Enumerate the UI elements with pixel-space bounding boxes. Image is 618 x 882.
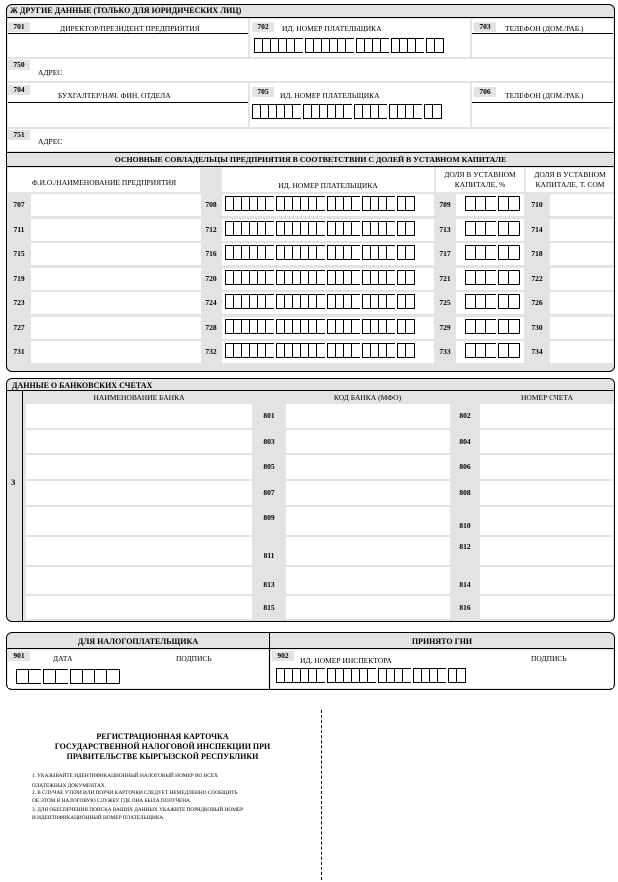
- bank-code-num: 807: [254, 488, 284, 498]
- bank-code-input[interactable]: [286, 455, 450, 479]
- accepted-title: ПРИНЯТО ГНИ: [411, 637, 473, 646]
- field-750-number: 750: [8, 60, 30, 70]
- card-title-2: ГОСУДАРСТВЕННОЙ НАЛОГОВОЙ ИНСПЕКЦИИ ПРИ: [54, 742, 271, 751]
- bank-name-input[interactable]: [26, 537, 252, 565]
- account-num: 816: [452, 603, 478, 613]
- account-num: 804: [452, 437, 478, 447]
- owner-row-num-a: 715: [8, 249, 30, 259]
- bank-name-input[interactable]: [26, 596, 252, 619]
- inspector-signature[interactable]: [500, 664, 612, 686]
- owner-row-num-a: 707: [8, 200, 30, 210]
- address-label-751: АДРЕС: [38, 137, 63, 146]
- card-title-3: ПРАВИТЕЛЬСТВЕ КЫРГЫЗСКОЙ РЕСПУБЛИКИ: [66, 752, 259, 761]
- owner-row-num-c: 725: [435, 298, 455, 308]
- field-902-number: 902: [272, 651, 294, 661]
- owner-share-som-input[interactable]: [550, 243, 613, 265]
- bank-code-num: 813: [254, 580, 284, 590]
- director-label: ДИРЕКТОР/ПРЕЗИДЕНТ ПРЕДПРИЯТИЯ: [60, 24, 200, 33]
- bank-section-letter: З: [11, 478, 16, 487]
- bank-code-input[interactable]: [286, 507, 450, 535]
- field-701-number: 701: [8, 22, 30, 32]
- director-input[interactable]: [8, 33, 248, 57]
- field-751-number: 751: [8, 130, 30, 140]
- phone-input-703[interactable]: [472, 33, 613, 57]
- owner-row-num-d: 718: [526, 249, 548, 259]
- owner-name-input[interactable]: [31, 317, 201, 339]
- bank-name-input[interactable]: [26, 481, 252, 505]
- bank-code-num: 815: [254, 603, 284, 613]
- account-input[interactable]: [480, 430, 613, 453]
- owners-col-share-som: ДОЛЯ В УСТАВНОМ КАПИТАЛЕ, Т. СОМ: [534, 170, 606, 189]
- account-num: 814: [452, 580, 478, 590]
- taxpayer-signature[interactable]: [140, 664, 266, 686]
- owner-row-num-d: 730: [526, 323, 548, 333]
- inspector-inn-input[interactable]: [276, 668, 466, 683]
- owner-share-pct-input[interactable]: [465, 245, 520, 260]
- owner-share-som-input[interactable]: [550, 317, 613, 339]
- field-704-number: 704: [8, 85, 30, 95]
- owner-row-num-d: 734: [526, 347, 548, 357]
- address-input-750[interactable]: [8, 59, 613, 81]
- owners-col-share-pct: ДОЛЯ В УСТАВНОМ КАПИТАЛЕ, %: [444, 170, 516, 189]
- bank-code-num: 801: [254, 411, 284, 421]
- date-label: ДАТА: [53, 654, 73, 663]
- inn-label-702: ИД. НОМЕР ПЛАТЕЛЬЩИКА: [282, 24, 382, 33]
- account-input[interactable]: [480, 455, 613, 479]
- owner-share-som-input[interactable]: [550, 268, 613, 290]
- account-num: 802: [452, 411, 478, 421]
- field-702-number: 702: [252, 22, 274, 32]
- bank-name-input[interactable]: [26, 404, 252, 428]
- note-2a: 2. В СЛУЧАЕ УТЕРИ ИЛИ ПОРЧИ КАРТОЧКИ СЛЕДУЕТ НЕМЕДЛЕННО СООБЩИТЬ: [32, 790, 238, 796]
- bank-code-num: 811: [254, 551, 284, 561]
- bank-name-input[interactable]: [26, 455, 252, 479]
- account-input[interactable]: [480, 507, 613, 535]
- owner-row-num-b: 712: [201, 225, 221, 235]
- phone-label-703: ТЕЛЕФОН (ДОМ./РАБ.): [505, 24, 584, 33]
- phone-input-706[interactable]: [472, 102, 613, 127]
- account-num: 810: [452, 521, 478, 531]
- owner-row-num-b: 720: [201, 274, 221, 284]
- owner-share-pct-input[interactable]: [465, 294, 520, 309]
- phone-label-706: ТЕЛЕФОН (ДОМ./РАБ.): [505, 91, 584, 100]
- owner-row-num-d: 722: [526, 274, 548, 284]
- taxpayer-title: ДЛЯ НАЛОГОПЛАТЕЛЬЩИКА: [77, 637, 199, 646]
- section-title: Ж ДРУГИЕ ДАННЫЕ (ТОЛЬКО ДЛЯ ЮРИДИЧЕСКИХ ЛИЦ): [10, 6, 242, 15]
- owner-share-som-input[interactable]: [550, 292, 613, 314]
- inspector-sign-label: ПОДПИСЬ: [531, 654, 567, 663]
- inn-input-705[interactable]: [252, 104, 442, 119]
- inn-label-705: ИД. НОМЕР ПЛАТЕЛЬЩИКА: [280, 91, 380, 100]
- owner-name-input[interactable]: [31, 292, 201, 314]
- taxpayer-sign-label: ПОДПИСЬ: [176, 654, 212, 663]
- owner-inn-input[interactable]: [225, 270, 415, 285]
- card-title-1: РЕГИСТРАЦИОННАЯ КАРТОЧКА: [96, 732, 229, 741]
- account-input[interactable]: [480, 537, 613, 565]
- bank-col-code: КОД БАНКА (МФО): [333, 393, 402, 402]
- owner-row-num-b: 732: [201, 347, 221, 357]
- owner-inn-input[interactable]: [225, 319, 415, 334]
- owner-inn-input[interactable]: [225, 221, 415, 236]
- field-706-number: 706: [474, 87, 496, 97]
- bank-col-name: НАИМЕНОВАНИЕ БАНКА: [93, 393, 185, 402]
- inspector-label: ИД. НОМЕР ИНСПЕКТОРА: [300, 656, 392, 665]
- bank-name-input[interactable]: [26, 507, 252, 535]
- account-input[interactable]: [480, 567, 613, 594]
- owner-share-som-input[interactable]: [550, 219, 613, 241]
- owner-share-som-input[interactable]: [550, 341, 613, 363]
- bank-code-num: 805: [254, 462, 284, 472]
- owner-name-input[interactable]: [31, 219, 201, 241]
- owner-row-num-c: 709: [435, 200, 455, 210]
- owner-name-input[interactable]: [31, 341, 201, 363]
- owner-row-num-c: 721: [435, 274, 455, 284]
- bank-code-input[interactable]: [286, 596, 450, 619]
- account-num: 812: [452, 542, 478, 552]
- account-input[interactable]: [480, 404, 613, 428]
- owner-share-pct-input[interactable]: [465, 270, 520, 285]
- owner-share-pct-input[interactable]: [465, 221, 520, 236]
- accountant-input[interactable]: [8, 102, 248, 127]
- note-3a: 3. ДЛЯ ОБЕСПЕЧЕНИЯ ПОИСКА ВАШИХ ДАННЫХ УКАЖИТЕ ПОРЯДКОВЫЙ НОМЕР: [32, 807, 244, 813]
- owner-inn-input[interactable]: [225, 294, 415, 309]
- owner-share-pct-input[interactable]: [465, 196, 520, 211]
- field-901-number: 901: [8, 651, 30, 661]
- owner-row-num-a: 723: [8, 298, 30, 308]
- account-input[interactable]: [480, 596, 613, 619]
- owner-name-input[interactable]: [31, 243, 201, 265]
- owner-row-num-c: 733: [435, 347, 455, 357]
- owner-row-num-b: 724: [201, 298, 221, 308]
- bank-code-num: 803: [254, 437, 284, 447]
- owner-row-num-a: 719: [8, 274, 30, 284]
- owner-row-num-b: 716: [201, 249, 221, 259]
- account-num: 808: [452, 488, 478, 498]
- owners-col-name: Ф.И.О./НАИМЕНОВАНИЕ ПРЕДПРИЯТИЯ: [31, 178, 177, 187]
- date-input[interactable]: [16, 669, 120, 684]
- bank-code-input[interactable]: [286, 404, 450, 428]
- owner-row-num-c: 713: [435, 225, 455, 235]
- owner-name-input[interactable]: [31, 194, 201, 216]
- address-label-750: АДРЕС: [38, 68, 63, 77]
- owner-row-num-c: 729: [435, 323, 455, 333]
- owner-row-num-a: 727: [8, 323, 30, 333]
- bank-code-input[interactable]: [286, 430, 450, 453]
- owners-title: ОСНОВНЫЕ СОВЛАДЕЛЬЦЫ ПРЕДПРИЯТИЯ В СООТВЕТСТВИИ С ДОЛЕЙ В УСТАВНОМ КАПИТАЛЕ: [114, 155, 507, 164]
- owner-row-num-a: 731: [8, 347, 30, 357]
- note-1b: ПЛАТЕЖНЫХ ДОКУМЕНТАХ.: [32, 783, 106, 789]
- owners-col-inn: ИД. НОМЕР ПЛАТЕЛЬЩИКА: [278, 181, 378, 190]
- owner-share-som-input[interactable]: [550, 194, 613, 216]
- bank-name-input[interactable]: [26, 430, 252, 453]
- bank-code-num: 809: [254, 513, 284, 523]
- owner-row-num-d: 714: [526, 225, 548, 235]
- field-703-number: 703: [474, 22, 496, 32]
- owner-share-pct-input[interactable]: [465, 319, 520, 334]
- account-num: 806: [452, 462, 478, 472]
- account-input[interactable]: [480, 481, 613, 505]
- note-3b: И ИДЕНТИФИКАЦИОННЫЙ НОМЕР ПЛАТЕЛЬЩИКА.: [32, 815, 165, 821]
- inn-input-702[interactable]: [254, 38, 444, 53]
- owner-row-num-a: 711: [8, 225, 30, 235]
- note-2b: ОБ ЭТОМ В НАЛОГОВУЮ СЛУЖБУ, ГДЕ ОНА БЫЛА ПОЛУЧЕНА.: [32, 798, 192, 804]
- bank-code-input[interactable]: [286, 537, 450, 565]
- owner-inn-input[interactable]: [225, 196, 415, 211]
- accountant-label: БУХГАЛТЕР/НАЧ. ФИН. ОТДЕЛА: [58, 91, 171, 100]
- owner-row-num-c: 717: [435, 249, 455, 259]
- owner-row-num-d: 726: [526, 298, 548, 308]
- field-705-number: 705: [252, 87, 274, 97]
- owner-row-num-d: 710: [526, 200, 548, 210]
- address-input-751[interactable]: [8, 129, 613, 151]
- bank-name-input[interactable]: [26, 567, 252, 594]
- bank-code-input[interactable]: [286, 567, 450, 594]
- cut-line: [321, 710, 322, 880]
- owner-inn-input[interactable]: [225, 343, 415, 358]
- owner-share-pct-input[interactable]: [465, 343, 520, 358]
- owner-inn-input[interactable]: [225, 245, 415, 260]
- owner-row-num-b: 728: [201, 323, 221, 333]
- bank-code-input[interactable]: [286, 481, 450, 505]
- owner-row-num-b: 708: [201, 200, 221, 210]
- note-1a: 1. УКАЗЫВАЙТЕ ИДЕНТИФИКАЦИОННЫЙ НАЛОГОВЫЙ НОМЕР ВО ВСЕХ: [32, 773, 218, 779]
- owner-name-input[interactable]: [31, 268, 201, 290]
- bank-section-title: ДАННЫЕ О БАНКОВСКИХ СЧЕТАХ: [12, 381, 153, 390]
- bank-col-account: НОМЕР СЧЕТА: [520, 393, 574, 402]
